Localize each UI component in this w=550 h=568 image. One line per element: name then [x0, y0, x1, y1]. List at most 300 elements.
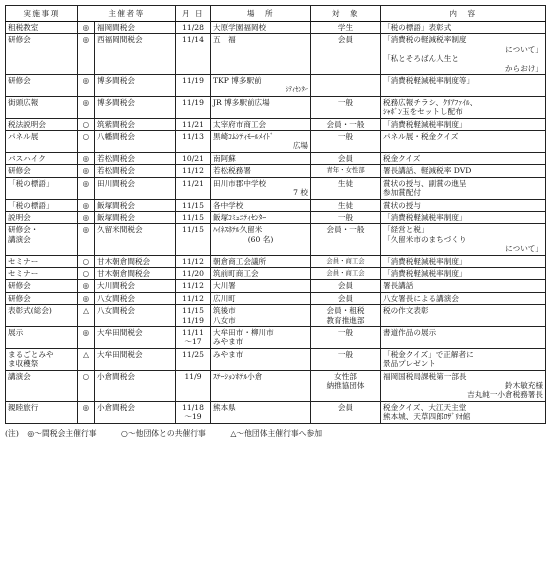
place-cell — [211, 75, 311, 97]
content-cell — [381, 152, 546, 164]
cell-line: 研修会 — [8, 293, 31, 303]
cell-line: 納推協団体 — [326, 381, 365, 390]
cell-line: 景品プレゼント — [383, 359, 436, 369]
content-cell — [381, 211, 546, 223]
legend-item-cohosted: ○～他団体との共催行事 — [121, 428, 206, 438]
place-cell — [211, 177, 311, 199]
date-cell — [176, 211, 211, 223]
place-cell — [211, 199, 311, 211]
target-cell — [311, 280, 381, 292]
target-cell — [311, 348, 381, 370]
cell-line: 「消費税軽減税率制度等」 — [383, 76, 475, 86]
event-cell — [6, 118, 78, 130]
table-header-row — [6, 6, 546, 22]
cell-line: 熊本城、天草四郎ﾛｻﾞﾘｵ館 — [383, 412, 471, 422]
cell-line: 街頭広報 — [8, 97, 39, 107]
place-cell — [211, 267, 311, 279]
cell-line: 生徒 — [337, 200, 354, 210]
cell-line: 一般 — [337, 132, 354, 142]
table-row — [6, 177, 546, 199]
cell-line: 福岡国税局課税第一部長 — [383, 371, 467, 381]
date-cell — [176, 165, 211, 177]
cell-line: 熊本県 — [213, 402, 236, 412]
organizer-type-mark: ◎ — [78, 292, 95, 304]
cell-line: 五 福 — [213, 35, 236, 45]
cell-line: バスハイク — [8, 153, 46, 163]
event-cell — [6, 326, 78, 348]
cell-line: セミナー — [8, 268, 39, 278]
content-cell — [381, 224, 546, 255]
col-header-organizer: 主催者等 — [78, 6, 176, 22]
table-row — [6, 96, 546, 118]
event-cell — [6, 267, 78, 279]
target-cell — [311, 211, 381, 223]
organizer-cell — [95, 401, 176, 423]
content-cell — [381, 255, 546, 267]
organizer-type-mark: △ — [78, 348, 95, 370]
cell-line: 署長講話 — [383, 281, 414, 291]
cell-line: 税の作文表彰 — [383, 306, 429, 316]
place-cell — [211, 22, 311, 34]
organizer-type-mark: ○ — [78, 131, 95, 153]
organizer-cell — [95, 255, 176, 267]
cell-line: 南阿蘇 — [213, 153, 236, 163]
date-cell — [176, 305, 211, 327]
cell-line: 一般 — [337, 97, 354, 107]
cell-line: 各中学校 — [213, 200, 244, 210]
cell-line: 会員・商工会 — [326, 268, 365, 277]
date-cell — [176, 224, 211, 255]
cell-line: 研修会 — [8, 281, 31, 291]
legend-note — [5, 428, 545, 439]
cell-line: 大川間税会 — [97, 281, 135, 291]
cell-line: 「私とそろばん人生と — [383, 54, 459, 64]
place-cell — [211, 292, 311, 304]
content-cell — [381, 22, 546, 34]
organizer-cell — [95, 211, 176, 223]
cell-line: 11/12 — [182, 256, 204, 266]
content-cell — [381, 348, 546, 370]
content-cell — [381, 401, 546, 423]
place-cell — [211, 34, 311, 75]
cell-line: 11/28 — [182, 23, 204, 32]
cell-line: 税務広報チラシ、ｸﾘｱﾌｧｲﾙ、 — [383, 97, 478, 107]
organizer-type-mark: △ — [78, 305, 95, 327]
cell-line: 11/19 — [182, 315, 204, 325]
cell-line: 筑前町商工会 — [213, 268, 259, 278]
organizer-cell — [95, 177, 176, 199]
cell-line: 11/12 — [182, 166, 204, 176]
target-cell — [311, 75, 381, 97]
table-body — [6, 22, 546, 424]
cell-line: 大原学園福岡校 — [213, 23, 267, 32]
table-row — [6, 401, 546, 423]
content-cell — [381, 305, 546, 327]
cell-line: 署長講話、軽減税率 DVD — [383, 166, 472, 176]
organizer-cell — [95, 34, 176, 75]
legend-item-participation: △～他団体主催行事へ参加 — [230, 428, 323, 438]
place-cell — [211, 96, 311, 118]
cell-line: 甘木朝倉間税会 — [97, 268, 151, 278]
table-row — [6, 22, 546, 34]
date-cell — [176, 267, 211, 279]
date-cell — [176, 96, 211, 118]
cell-line: 「税の標語」表彰式 — [383, 23, 452, 32]
organizer-cell — [95, 131, 176, 153]
organizer-cell — [95, 292, 176, 304]
event-cell — [6, 34, 78, 75]
organizer-type-mark: ◎ — [78, 34, 95, 75]
col-header-date: 月 日 — [176, 6, 211, 22]
legend-item-organized: ◎～間税会主催行事 — [27, 428, 97, 438]
event-cell — [6, 152, 78, 164]
date-cell — [176, 280, 211, 292]
target-cell — [311, 370, 381, 401]
cell-line: 「税の標語」 — [8, 178, 54, 188]
date-cell — [176, 152, 211, 164]
organizer-type-mark: ○ — [78, 118, 95, 130]
cell-line: 11/15 — [182, 212, 204, 222]
date-cell — [176, 34, 211, 75]
cell-line: 女性部 — [334, 371, 357, 381]
cell-line: 「税の標語」 — [8, 200, 54, 210]
place-cell — [211, 224, 311, 255]
target-cell — [311, 177, 381, 199]
table-row — [6, 267, 546, 279]
cell-line: 租税教室 — [8, 23, 39, 32]
cell-line: 八女間税会 — [97, 306, 135, 316]
event-cell — [6, 131, 78, 153]
cell-line: 飯塚間税会 — [97, 212, 135, 222]
table-row — [6, 131, 546, 153]
cell-line: 研修会・ — [8, 225, 39, 235]
table-row — [6, 305, 546, 327]
cell-line: 会員 — [337, 402, 354, 412]
col-header-event: 実施事項 — [6, 6, 78, 22]
organizer-cell — [95, 224, 176, 255]
cell-line: ～19 — [184, 412, 202, 422]
place-cell — [211, 165, 311, 177]
cell-line: 11/15 — [182, 306, 204, 316]
table-row — [6, 292, 546, 304]
cell-line: 参加賞配付 — [383, 188, 421, 198]
event-cell — [6, 177, 78, 199]
cell-line: 若松税務署 — [213, 166, 251, 176]
place-cell — [211, 280, 311, 292]
organizer-type-mark: ◎ — [78, 199, 95, 211]
cell-line: 田川市郡中学校 — [213, 178, 267, 188]
table-row — [6, 165, 546, 177]
place-cell — [211, 131, 311, 153]
cell-line: 11/15 — [182, 200, 204, 210]
cell-line: 広場 — [292, 141, 308, 151]
table-row — [6, 211, 546, 223]
table-row — [6, 348, 546, 370]
cell-line: 研修会 — [8, 166, 31, 176]
cell-line: 会員 — [337, 153, 354, 163]
target-cell — [311, 131, 381, 153]
cell-line: 11/19 — [182, 76, 204, 86]
cell-line: 飯塚間税会 — [97, 200, 135, 210]
target-cell — [311, 165, 381, 177]
cell-line: JR 博多駅前広場 — [213, 97, 270, 107]
cell-line: ｼﾃｨｾﾝﾀｰ — [285, 85, 308, 94]
legend-prefix: (注) — [5, 428, 19, 438]
cell-line: ｼｬﾎﾞﾝ玉をセットし配布 — [383, 107, 463, 117]
cell-line: 朝倉商工会議所 — [213, 256, 267, 266]
cell-line: 甘木朝倉間税会 — [97, 256, 151, 266]
cell-line: 税金クイズ — [383, 153, 421, 163]
cell-line: 賞状の授与 — [383, 200, 421, 210]
organizer-type-mark: ◎ — [78, 165, 95, 177]
table-row — [6, 280, 546, 292]
event-cell — [6, 280, 78, 292]
table-row — [6, 34, 546, 75]
event-cell — [6, 305, 78, 327]
cell-line: 生徒 — [337, 178, 354, 188]
organizer-cell — [95, 348, 176, 370]
cell-line: 11/11 — [182, 327, 204, 337]
cell-line: 「久留米市のまちづくり — [383, 234, 467, 244]
cell-line: (60 名) — [247, 234, 274, 244]
event-cell — [6, 292, 78, 304]
organizer-cell — [95, 267, 176, 279]
cell-line: 研修会 — [8, 76, 31, 86]
place-cell — [211, 401, 311, 423]
cell-line: 筑後市 — [213, 306, 236, 316]
content-cell — [381, 118, 546, 130]
cell-line: 講演会 — [8, 234, 31, 244]
organizer-cell — [95, 326, 176, 348]
cell-line: 八女市 — [213, 315, 236, 325]
cell-line: 11/12 — [182, 281, 204, 291]
table-row — [6, 75, 546, 97]
target-cell — [311, 305, 381, 327]
cell-line: 会員・一般 — [326, 119, 365, 129]
cell-line: 会員・租税 — [326, 306, 365, 316]
target-cell — [311, 34, 381, 75]
cell-line: 会員 — [337, 281, 354, 291]
target-cell — [311, 267, 381, 279]
cell-line: 学生 — [337, 23, 354, 32]
cell-line: 田川間税会 — [97, 178, 135, 188]
cell-line: 7 校 — [293, 188, 308, 198]
cell-line: 「税金クイズ」で正解者に — [383, 349, 474, 359]
cell-line: 博多間税会 — [97, 76, 135, 86]
target-cell — [311, 224, 381, 255]
cell-line: 黒崎ｺﾑｼﾃｨﾓｰﾙﾒｲﾄﾞ — [213, 132, 274, 142]
date-cell — [176, 177, 211, 199]
cell-line: パネル展・税金クイズ — [383, 132, 459, 142]
cell-line: まるごとみや — [8, 349, 54, 359]
cell-line: 広川町 — [213, 293, 236, 303]
cell-line: 親睦旅行 — [8, 402, 39, 412]
cell-line: 教育推進部 — [326, 315, 365, 325]
table-row — [6, 255, 546, 267]
cell-line: TKP 博多駅前 — [213, 76, 262, 86]
cell-line: 大牟田間税会 — [97, 327, 143, 337]
place-cell — [211, 118, 311, 130]
organizer-type-mark: ◎ — [78, 22, 95, 34]
target-cell — [311, 292, 381, 304]
content-cell — [381, 267, 546, 279]
place-cell — [211, 211, 311, 223]
cell-line: 税法説明会 — [8, 119, 46, 129]
place-cell — [211, 326, 311, 348]
organizer-cell — [95, 305, 176, 327]
event-cell — [6, 211, 78, 223]
table-row — [6, 326, 546, 348]
cell-line: パネル展 — [8, 132, 39, 142]
content-cell — [381, 165, 546, 177]
cell-line: 説明会 — [8, 212, 31, 222]
table-row — [6, 224, 546, 255]
organizer-type-mark: ◎ — [78, 152, 95, 164]
cell-line: 大牟田市・柳川市 — [213, 327, 274, 337]
content-cell — [381, 131, 546, 153]
event-cell — [6, 348, 78, 370]
organizer-type-mark: ◎ — [78, 211, 95, 223]
organizer-cell — [95, 22, 176, 34]
content-cell — [381, 75, 546, 97]
cell-line: 11/20 — [182, 268, 204, 278]
cell-line: 11/13 — [182, 132, 204, 142]
cell-line: 講演会 — [8, 371, 31, 381]
cell-line: 小倉間税会 — [97, 402, 135, 412]
organizer-type-mark: ◎ — [78, 75, 95, 97]
organizer-cell — [95, 75, 176, 97]
date-cell — [176, 131, 211, 153]
cell-line: ﾊｲﾈｽﾎﾃﾙ久留米 — [213, 225, 263, 235]
col-header-content: 内 容 — [381, 6, 546, 22]
date-cell — [176, 370, 211, 401]
date-cell — [176, 199, 211, 211]
cell-line: 博多間税会 — [97, 97, 135, 107]
date-cell — [176, 75, 211, 97]
target-cell — [311, 96, 381, 118]
cell-line: について」 — [505, 44, 543, 54]
content-cell — [381, 96, 546, 118]
event-table — [5, 5, 546, 424]
cell-line: 会員 — [337, 293, 354, 303]
date-cell — [176, 292, 211, 304]
cell-line: 若松間税会 — [97, 166, 135, 176]
table-row — [6, 199, 546, 211]
cell-line: ｽﾃｰｼｮﾝﾎﾃﾙ小倉 — [213, 371, 263, 381]
cell-line: 税金クイズ、大江天主堂 — [383, 402, 467, 412]
organizer-type-mark: ◎ — [78, 326, 95, 348]
cell-line: 「消費税軽減税率制度」 — [383, 212, 467, 222]
date-cell — [176, 326, 211, 348]
cell-line: 展示 — [8, 327, 24, 337]
cell-line: 八女間税会 — [97, 293, 135, 303]
cell-line: 11/15 — [182, 225, 204, 235]
target-cell — [311, 199, 381, 211]
organizer-type-mark: ○ — [78, 255, 95, 267]
content-cell — [381, 199, 546, 211]
date-cell — [176, 22, 211, 34]
col-header-target: 対 象 — [311, 6, 381, 22]
event-cell — [6, 22, 78, 34]
col-header-place: 場 所 — [211, 6, 311, 22]
cell-line: 11/25 — [182, 349, 204, 359]
table-row — [6, 370, 546, 401]
cell-line: 11/19 — [182, 97, 204, 107]
organizer-type-mark: ◎ — [78, 280, 95, 292]
cell-line: 11/12 — [182, 293, 204, 303]
organizer-cell — [95, 199, 176, 211]
event-cell — [6, 165, 78, 177]
organizer-type-mark: ◎ — [78, 401, 95, 423]
cell-line: 小倉間税会 — [97, 371, 135, 381]
cell-line: 研修会 — [8, 35, 31, 45]
cell-line: 11/18 — [182, 402, 204, 412]
cell-line: 大川署 — [213, 281, 236, 291]
place-cell — [211, 348, 311, 370]
target-cell — [311, 118, 381, 130]
place-cell — [211, 370, 311, 401]
cell-line: 久留米間税会 — [97, 225, 143, 235]
table-row — [6, 118, 546, 130]
cell-line: 吉丸純一小倉税務署長 — [467, 390, 543, 400]
organizer-cell — [95, 165, 176, 177]
content-cell — [381, 292, 546, 304]
cell-line: 「経営と税」 — [383, 225, 429, 235]
cell-line: みやま市 — [213, 337, 244, 347]
event-cell — [6, 255, 78, 267]
target-cell — [311, 326, 381, 348]
content-cell — [381, 326, 546, 348]
cell-line: 会員・商工会 — [326, 256, 365, 265]
cell-line: 11/9 — [184, 371, 202, 381]
target-cell — [311, 22, 381, 34]
cell-line: 10/21 — [182, 153, 204, 163]
organizer-type-mark: ○ — [78, 370, 95, 401]
content-cell — [381, 177, 546, 199]
date-cell — [176, 401, 211, 423]
organizer-cell — [95, 96, 176, 118]
date-cell — [176, 348, 211, 370]
cell-line: みやま市 — [213, 349, 244, 359]
organizer-type-mark: ○ — [78, 267, 95, 279]
cell-line: 「消費税の軽減税率制度 — [383, 35, 467, 45]
cell-line: 飯塚ｺﾐｭﾆﾃｨｾﾝﾀｰ — [213, 212, 267, 222]
event-cell — [6, 370, 78, 401]
organizer-type-mark: ◎ — [78, 96, 95, 118]
content-cell — [381, 280, 546, 292]
cell-line: 11/21 — [182, 119, 204, 129]
cell-line: 一般 — [337, 327, 354, 337]
cell-line: セミナー — [8, 256, 39, 266]
place-cell — [211, 152, 311, 164]
cell-line: 福岡間税会 — [97, 23, 135, 32]
cell-line: 11/21 — [182, 178, 204, 188]
content-cell — [381, 34, 546, 75]
cell-line: 表彰式(総会) — [8, 306, 52, 316]
cell-line: ～17 — [184, 337, 202, 347]
cell-line: 一般 — [337, 212, 354, 222]
target-cell — [311, 152, 381, 164]
cell-line: 若松間税会 — [97, 153, 135, 163]
cell-line: 大牟田間税会 — [97, 349, 143, 359]
date-cell — [176, 118, 211, 130]
cell-line: 会員・一般 — [326, 225, 365, 235]
table-row — [6, 152, 546, 164]
organizer-type-mark: ◎ — [78, 224, 95, 255]
cell-line: 「消費税軽減税率制度」 — [383, 119, 467, 129]
cell-line: 青年・女性部 — [326, 166, 365, 175]
target-cell — [311, 401, 381, 423]
